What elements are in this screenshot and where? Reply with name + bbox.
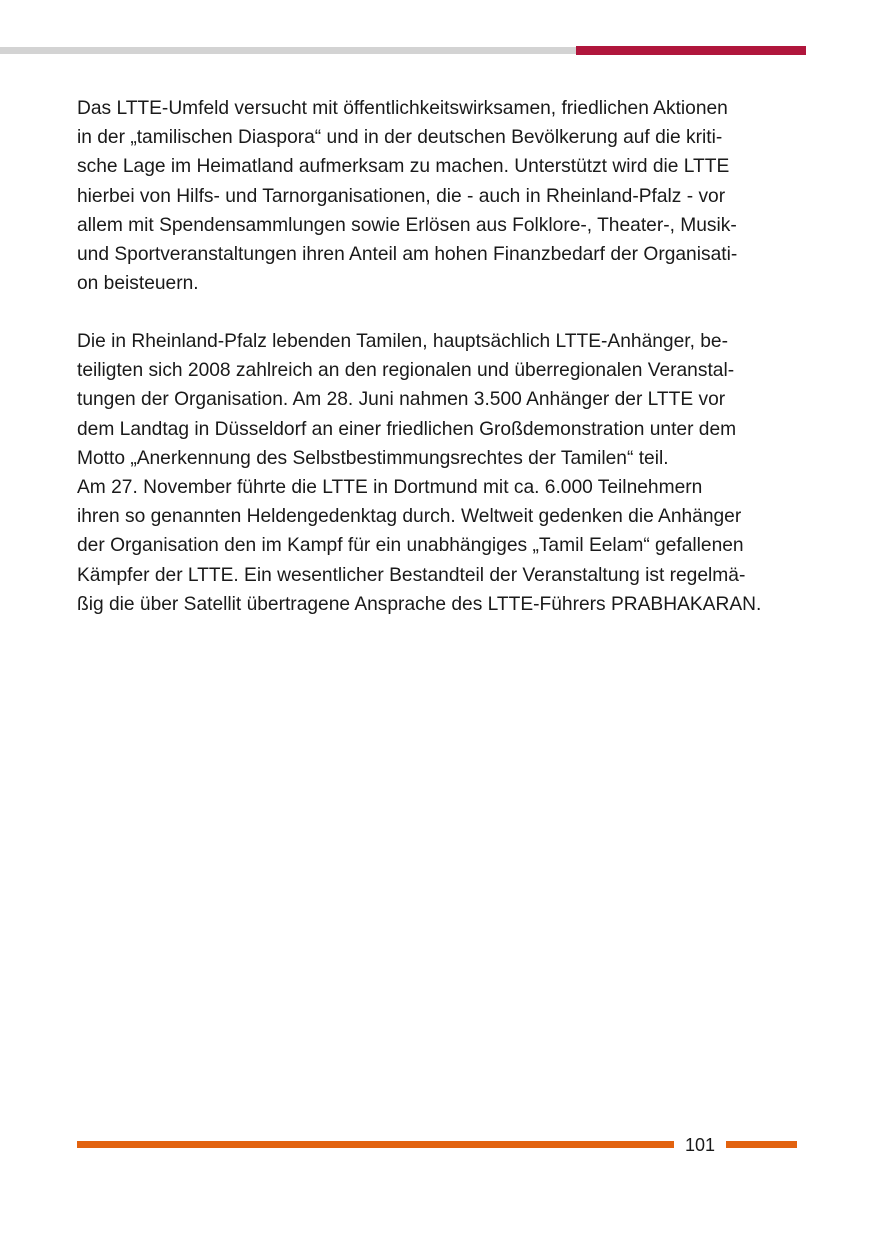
paragraph-line: Die in Rheinland-Pfalz lebenden Tamilen, hauptsächlich LTTE-Anhänger, be- bbox=[77, 331, 728, 352]
paragraph-line: und Sportveranstaltungen ihren Anteil am hohen Finanzbedarf der Organisati- bbox=[77, 244, 738, 266]
header-rule-red bbox=[576, 46, 806, 55]
paragraph-line: teiligten sich 2008 zahlreich an den regionalen und überregionalen Veranstal- bbox=[77, 360, 735, 382]
paragraph-line: ihren so genannten Heldengedenktag durch. Weltweit gedenken die Anhänger bbox=[77, 506, 742, 528]
paragraph-line: Kämpfer der LTTE. Ein wesentlicher Bestandteil der Veranstaltung ist regelmä- bbox=[77, 564, 746, 586]
paragraph-line: der Organisation den im Kampf für ein unabhängiges „Tamil Eelam“ gefallenen bbox=[77, 535, 744, 557]
paragraph-line: Motto „Anerkennung des Selbstbestimmungsrechtes der Tamilen“ teil. bbox=[77, 447, 669, 469]
body-paragraph-2 bbox=[77, 327, 789, 619]
footer-rule-right bbox=[726, 1141, 797, 1148]
paragraph-line: Am 27. November führte die LTTE in Dortmund mit ca. 6.000 Teilnehmern bbox=[77, 477, 703, 499]
paragraph-line: allem mit Spendensammlungen sowie Erlösen aus Folklore-, Theater-, Musik- bbox=[77, 214, 737, 236]
header-rule-gray bbox=[0, 47, 576, 54]
paragraph-line: ßig die über Satellit übertragene Ansprache des LTTE-Führers PRABHAKARAN. bbox=[77, 593, 762, 615]
paragraph-line: hierbei von Hilfs- und Tarnorganisationen, die - auch in Rheinland-Pfalz - vor bbox=[77, 185, 726, 207]
paragraph-line: dem Landtag in Düsseldorf an einer friedlichen Großdemonstration unter dem bbox=[77, 418, 737, 440]
paragraph-line: Das LTTE-Umfeld versucht mit öffentlichkeitswirksamen, friedlichen Aktionen bbox=[77, 98, 728, 119]
page-number: 101 bbox=[684, 1135, 716, 1155]
paragraph-line: in der „tamilischen Diaspora“ und in der deutschen Bevölkerung auf die kriti- bbox=[77, 127, 723, 149]
paragraph-line: sche Lage im Heimatland aufmerksam zu machen. Unterstützt wird die LTTE bbox=[77, 156, 730, 178]
paragraph-line: on beisteuern. bbox=[77, 273, 199, 295]
footer-rule-left bbox=[77, 1141, 674, 1148]
body-paragraph-1 bbox=[77, 94, 789, 298]
paragraph-line: tungen der Organisation. Am 28. Juni nahmen 3.500 Anhänger der LTTE vor bbox=[77, 389, 726, 411]
